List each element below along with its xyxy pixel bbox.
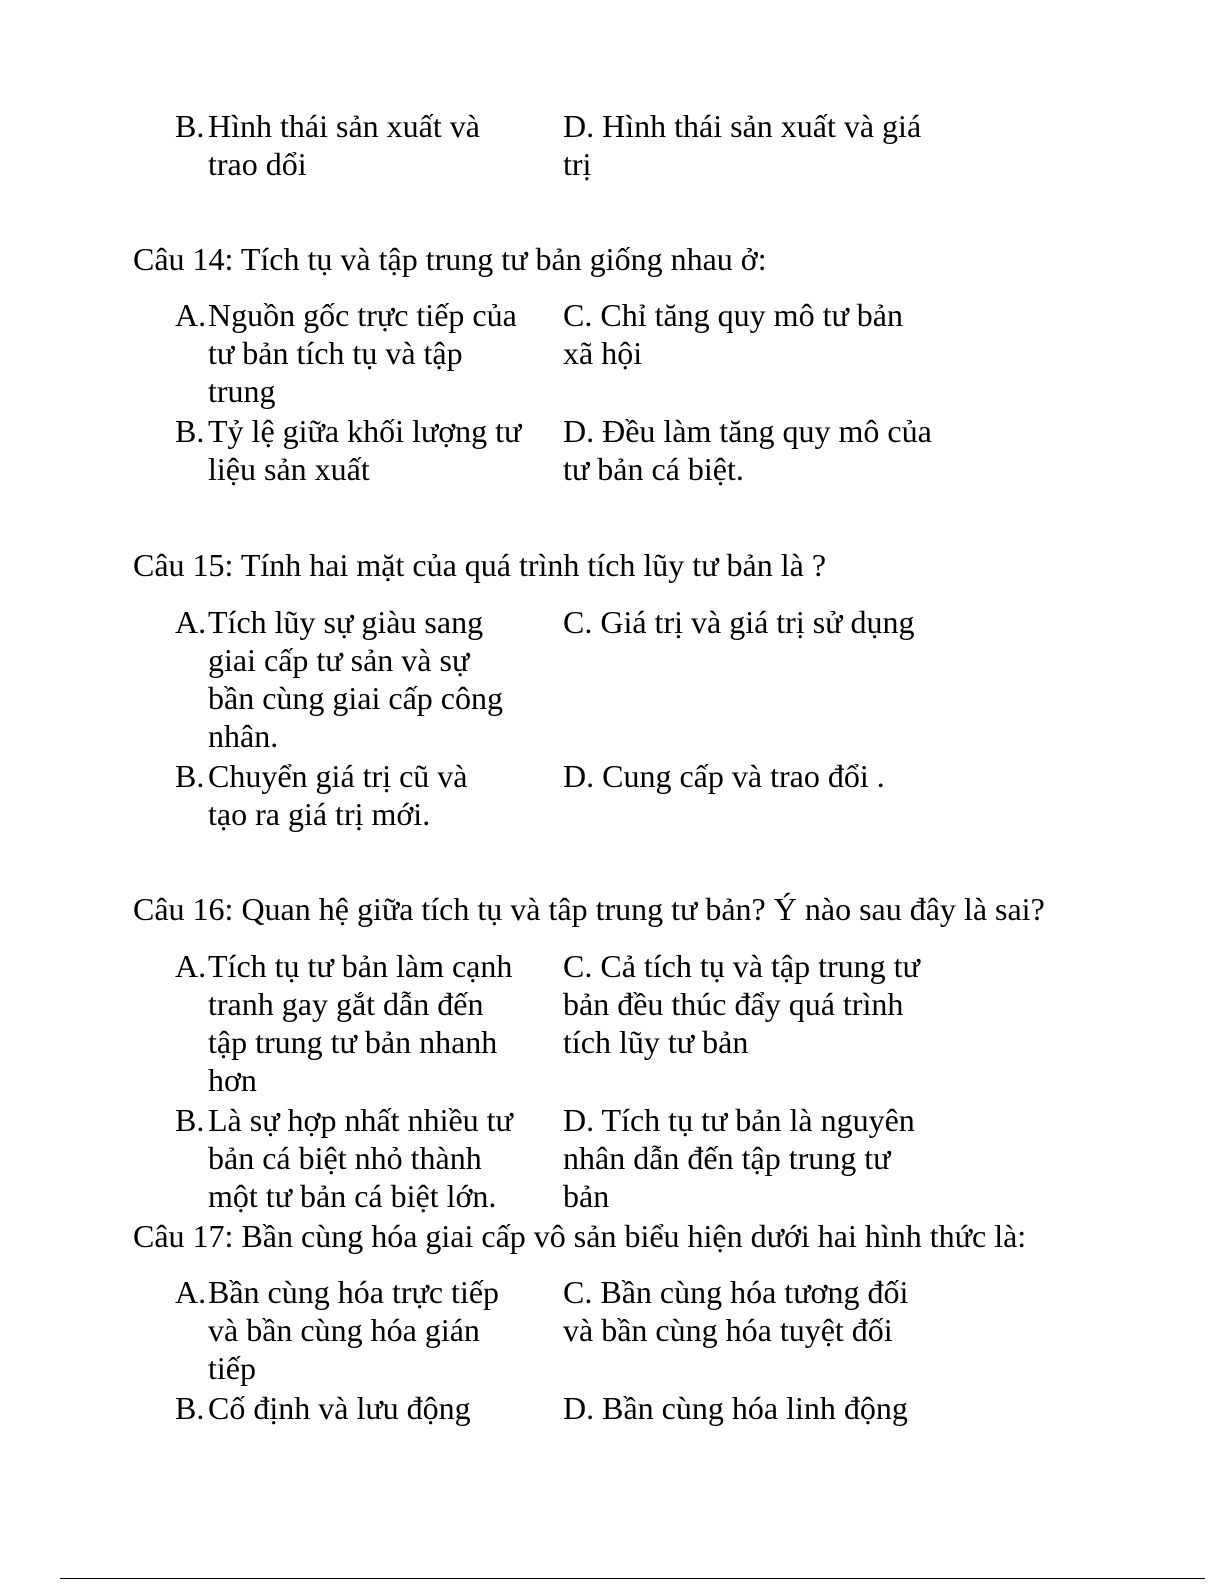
option-letter: A. bbox=[175, 1274, 207, 1310]
option-text: C. Chỉ tăng quy mô tư bản xã hội bbox=[563, 297, 903, 371]
q16-option-c bbox=[563, 947, 963, 1061]
q17-option-a bbox=[175, 1273, 545, 1387]
q14-option-a bbox=[175, 296, 545, 410]
option-text: Cố định và lưu động bbox=[208, 1390, 471, 1426]
option-letter: B. bbox=[175, 1390, 205, 1426]
q14-question: Câu 14: Tích tụ và tập trung tư bản giống nhau ở: bbox=[133, 241, 767, 277]
option-text: D. Đều làm tăng quy mô của tư bản cá biệt. bbox=[563, 413, 932, 487]
option-text: Nguồn gốc trực tiếp của tư bản tích tụ và tập trung bbox=[208, 297, 517, 409]
q15-option-a bbox=[175, 603, 545, 755]
option-letter: B. bbox=[175, 758, 205, 794]
q14-option-b bbox=[175, 412, 545, 488]
option-letter: B. bbox=[175, 108, 205, 144]
q16-option-b bbox=[175, 1101, 545, 1215]
option-text: Tỷ lệ giữa khối lượng tư liệu sản xuất bbox=[208, 413, 522, 487]
q16-question: Câu 16: Quan hệ giữa tích tụ và tâp trung tư bản? Ý nào sau đây là sai? bbox=[133, 891, 1045, 927]
q13-option-d bbox=[563, 107, 963, 183]
option-letter: B. bbox=[175, 413, 205, 449]
q17-option-d bbox=[563, 1389, 963, 1427]
option-text: D. Hình thái sản xuất và giá trị bbox=[563, 108, 922, 182]
option-text: C. Bần cùng hóa tương đối và bần cùng hóa tuyệt đối bbox=[563, 1274, 909, 1348]
q17-option-b bbox=[175, 1389, 545, 1427]
q17-option-c bbox=[563, 1273, 963, 1349]
q15-question: Câu 15: Tính hai mặt của quá trình tích lũy tư bản là ? bbox=[133, 547, 827, 583]
q15-option-c bbox=[563, 603, 963, 641]
option-text: Chuyển giá trị cũ và tạo ra giá trị mới. bbox=[208, 758, 468, 832]
q15-option-d bbox=[563, 757, 963, 795]
option-text: Tích tụ tư bản làm cạnh tranh gay gắt dẫn đến tập trung tư bản nhanh hơn bbox=[208, 948, 513, 1098]
q14-option-c bbox=[563, 296, 963, 372]
option-text: C. Giá trị và giá trị sử dụng bbox=[563, 604, 915, 640]
q17-question: Câu 17: Bần cùng hóa giai cấp vô sản biểu hiện dưới hai hình thức là: bbox=[133, 1218, 1027, 1254]
option-letter: A. bbox=[175, 297, 207, 333]
option-text: Hình thái sản xuất và trao dổi bbox=[208, 108, 480, 182]
option-text: D. Tích tụ tư bản là nguyên nhân dẫn đến tập trung tư bản bbox=[563, 1102, 915, 1214]
option-text: Là sự hợp nhất nhiều tư bản cá biệt nhỏ thành một tư bản cá biệt lớn. bbox=[208, 1102, 513, 1214]
q13-option-b bbox=[175, 107, 545, 183]
option-letter: A. bbox=[175, 948, 207, 984]
q14-option-d bbox=[563, 412, 963, 488]
option-letter: B. bbox=[175, 1102, 205, 1138]
page-bottom-divider bbox=[60, 1578, 1205, 1579]
option-text: D. Cung cấp và trao đổi . bbox=[563, 758, 885, 794]
q16-option-d bbox=[563, 1101, 963, 1215]
option-text: D. Bần cùng hóa linh động bbox=[563, 1390, 908, 1426]
option-text: Tích lũy sự giàu sang giai cấp tư sản và sự bần cùng giai cấp công nhân. bbox=[208, 604, 503, 754]
q15-option-b bbox=[175, 757, 545, 833]
option-text: C. Cả tích tụ và tập trung tư bản đều thúc đẩy quá trình tích lũy tư bản bbox=[563, 948, 920, 1060]
option-text: Bần cùng hóa trực tiếp và bần cùng hóa gián tiếp bbox=[208, 1274, 500, 1386]
q16-option-a bbox=[175, 947, 545, 1099]
option-letter: A. bbox=[175, 604, 207, 640]
